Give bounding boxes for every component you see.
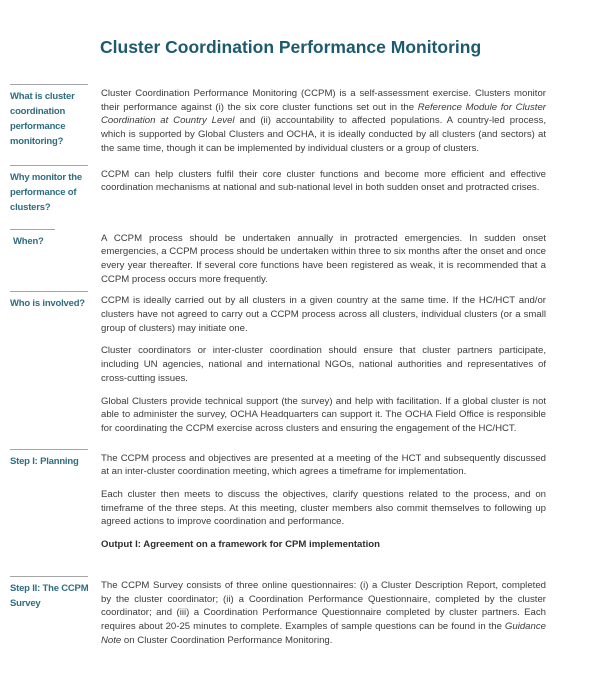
page-title: Cluster Coordination Performance Monitoring	[100, 37, 482, 57]
paragraph	[101, 232, 546, 287]
bold-text-run: Output I: Agreement on a framework for CPM implementation	[101, 539, 380, 551]
section-when	[10, 229, 546, 287]
text-run: Global Clusters provide technical support (the survey) and help with facilitation. If a global cluster is not able to administer the survey, OCHA Headquarters can support it. The OCHA Field Office is responsible for coordinating the CCPM exercise across clusters and ensuring the engagement of the HC/HCT.	[101, 395, 546, 434]
section-label-column	[10, 229, 101, 249]
text-run: on Cluster Coordination Performance Monitoring.	[121, 634, 333, 646]
paragraph	[101, 87, 546, 156]
italic-text-run: Reference Module for Cluster Coordination at Country Level	[101, 101, 546, 127]
section-body	[101, 576, 546, 648]
text-run: Each cluster then meets to discuss the objectives, clarify questions related to the process, and on timeframe of the three steps. At this meeting, cluster members also commit themselves to following up agreed actions to improve coordination and performance.	[101, 489, 546, 528]
section-label-column	[10, 449, 101, 469]
section-who-is-involved	[10, 291, 546, 435]
section-body	[101, 165, 546, 195]
section-label-column	[10, 291, 101, 311]
section-label: Step II: The CCPM Survey	[10, 582, 89, 609]
section-why-monitor	[10, 165, 546, 215]
paragraph	[101, 344, 546, 385]
section-label-column	[10, 165, 101, 215]
text-run: The CCPM process and objectives are presented at a meeting of the HCT and subsequently discussed at an inter-cluster coordination meeting, which agrees a timeframe for implementation.	[101, 452, 546, 478]
section-step-2-ccpm-survey	[10, 576, 546, 648]
section-label: What is cluster coordination performance monitoring?	[10, 91, 75, 147]
section-label: Who is involved?	[10, 298, 85, 310]
section-divider-line	[10, 449, 88, 450]
text-run: Cluster Coordination Performance Monitoring (CCPM) is a self-assessment exercise. Clusters monitor their performance against (i) the six core cluster functions set out in the	[101, 88, 546, 113]
section-divider-line	[10, 576, 88, 577]
text-run: Cluster coordinators or inter-cluster coordination should ensure that cluster partners participate, including UN agencies, national and international NGOs, national authorities and representatives of cross-cutting issues.	[101, 345, 546, 384]
paragraph	[101, 168, 546, 195]
section-label: Step I: Planning	[10, 455, 79, 467]
paragraph	[101, 488, 546, 529]
sections-container	[10, 84, 546, 647]
section-step-1-planning	[10, 449, 546, 552]
text-run: A CCPM process should be undertaken annually in protracted emergencies. In sudden onset emergencies, a CCPM process should be undertaken within three to six months after the onset and once every year thereafter. If several core functions have been registered as weak, it is recommended that a CCPM process occurs more frequently.	[101, 232, 546, 285]
paragraph	[101, 579, 546, 648]
section-body	[101, 291, 546, 435]
section-divider-line	[10, 291, 88, 292]
section-label: Why monitor the performance of clusters?	[10, 171, 82, 213]
text-run: and (ii) accountability to affected populations. A country-led process, which is supported by Global Clusters and OCHA, it is ideally conducted by all clusters (and sectors) at the same time, though it can be implemented by individual clusters or a group of clusters.	[101, 115, 546, 154]
section-body	[101, 449, 546, 552]
text-run: CCPM can help clusters fulfil their core cluster functions and become more efficient and effective coordination mechanisms at national and sub-national level in both sudden onset and protracted crises.	[101, 168, 546, 194]
section-label: When?	[13, 235, 44, 247]
section-label-column	[10, 84, 101, 149]
section-body	[101, 229, 546, 287]
section-divider-line	[10, 84, 88, 85]
section-body	[101, 84, 546, 156]
text-run: The CCPM Survey consists of three online questionnaires: (i) a Cluster Description Report, completed by the cluster coordinator; (ii) a Coordination Performance Questionnaire, completed by the cluster coordinator; and (iii) a Coordination Performance Questionnaire completed by cluster partners. Each requires about 20-25 minutes to complete. Examples of sample questions can be found in the	[101, 579, 546, 632]
text-run: CCPM is ideally carried out by all clusters in a given country at the same time. If the HC/HCT and/or clusters have not agreed to carry out a CCPM process across all clusters, individual clusters (or a small group of clusters) may initiate one.	[101, 295, 546, 334]
section-divider-line	[10, 165, 88, 166]
paragraph	[101, 538, 546, 552]
section-what-is-ccpm	[10, 84, 546, 156]
paragraph	[101, 294, 546, 335]
italic-text-run: Guidance Note	[101, 620, 546, 646]
paragraph	[101, 452, 546, 479]
section-divider-line	[10, 229, 55, 230]
paragraph	[101, 395, 546, 436]
section-label-column	[10, 576, 101, 611]
